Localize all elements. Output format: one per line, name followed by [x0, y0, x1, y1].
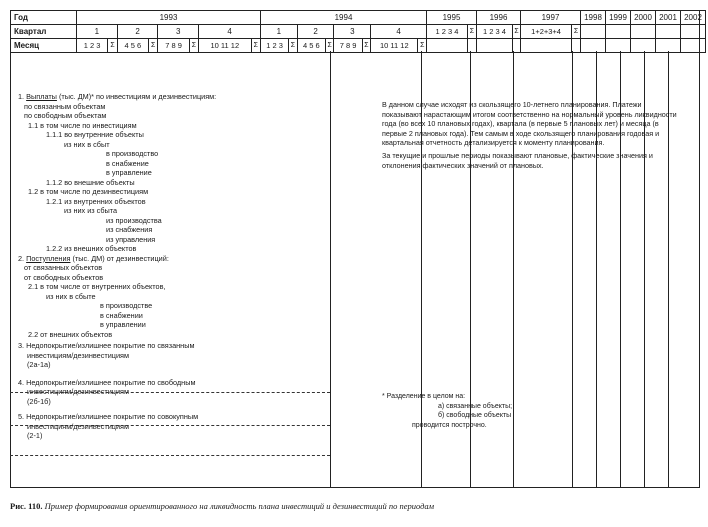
q4-1994: 4 [371, 25, 427, 39]
q4-1993: 4 [199, 25, 261, 39]
q3-1994: 3 [334, 25, 371, 39]
sigma-1995: Σ [467, 25, 476, 39]
sigma-q4-1993: Σ [251, 39, 260, 53]
quarters-1996: 1 2 3 4 [477, 25, 513, 39]
year-1997: 1997 [521, 11, 581, 25]
section-1-heading: 1. Выплаты (тыс. ДМ)* по инвестициям и дезинвестициям: [18, 92, 217, 101]
section-separator [10, 425, 330, 426]
footnote: * Разделение в целом на: а) связанные объекты; б) свободные объекты проводится построчно. [382, 393, 513, 429]
quarters-1995: 1 2 3 4 [427, 25, 468, 39]
year-2000: 2000 [631, 11, 656, 25]
year-label: Год [11, 11, 77, 25]
figure-title: Пример формирования ориентированного на ликвидность плана инвестиций и дезинвестиций по периодам [44, 501, 435, 511]
sigma-q2-1993: Σ [148, 39, 157, 53]
row-labels: 1. Выплаты (тыс. ДМ)* по инвестициям и дезинвестициям: по связанным объектам по свободным объектам 1.1 в том числе по инвестициям 1.1.1 во внутренние объекты из них в сбыт в производство в снабжение в управление 1.1.2 во внешние объекты 1.2 в том числе по дезинвестициям 1.2.1 из внутренних объектов из них из сбыта из производства из снабжения из управления 1.2.2 из внешних объектов 2. Поступления (тыс. ДМ) от дезинвестиций: от связанных объектов от свободных объектов 2.1 в том числе от внутренних объектов, из них в сбыте в производстве в снабжении в управлении 2.2 от внешних объектов 3. Недопокрытие/излишнее покрытие по связанным инвестициям/дезинвестициям (2а-1а) 4. Недопокрытие/излишнее покрытие по свободным инвестициям/дезинвестициям (2б-1б) 5. Недопокрытие/излишнее покрытие по совокупным инвестициям/дезинвестициям (2-1) [18, 92, 318, 441]
year-1998: 1998 [581, 11, 606, 25]
year-2001: 2001 [656, 11, 681, 25]
months-q3-1994: 7 8 9 [334, 39, 362, 53]
note-paragraph-2: За текущие и прошлые периоды показывают плановые, фактические значения и отклонения фактических значений от плановых. [382, 150, 653, 170]
figure-caption [10, 501, 434, 511]
months-q2-1994: 4 5 6 [297, 39, 325, 53]
sigma-q3-1994: Σ [362, 39, 371, 53]
q1-1994: 1 [261, 25, 298, 39]
sigma-q3-1993: Σ [189, 39, 198, 53]
q3-1993: 3 [158, 25, 199, 39]
sigma-q4-1994: Σ [418, 39, 427, 53]
q2-1994: 2 [297, 25, 334, 39]
q1-1993: 1 [77, 25, 118, 39]
year-1995: 1995 [427, 11, 477, 25]
sigma-1997: Σ [572, 25, 581, 39]
year-1993: 1993 [77, 11, 261, 25]
note-paragraph-1: В данном случае исходят из скользящего 10-летнего планирования. Платежи показывают нарастающим итогом соответственно на нормальный уровень ликвидности года (во всех 10 плановых годах), квартала (в первые 5 плановых лет) и месяца (в первые 2 плановых года). Тем самым в ходе скользящего планирования годовая и квартальная отчетность детализируется к моменту планирования. [382, 100, 677, 148]
sigma-1996: Σ [512, 25, 520, 39]
q2-1993: 2 [117, 25, 158, 39]
section-separator [10, 392, 330, 393]
sigma-q1-1993: Σ [108, 39, 117, 53]
sigma-q1-1994: Σ [289, 39, 298, 53]
year-1994: 1994 [261, 11, 427, 25]
quarter-label: Квартал [11, 25, 77, 39]
month-row [11, 39, 706, 53]
period-header-table [10, 10, 706, 53]
section-separator [10, 455, 330, 456]
months-q2-1993: 4 5 6 [117, 39, 148, 53]
months-q4-1993: 10 11 12 [199, 39, 251, 53]
months-q3-1993: 7 8 9 [158, 39, 189, 53]
months-q1-1993: 1 2 3 [77, 39, 108, 53]
explanatory-note [382, 100, 682, 173]
months-q4-1994: 10 11 12 [371, 39, 418, 53]
year-row [11, 11, 706, 25]
year-2002: 2002 [681, 11, 706, 25]
months-q1-1994: 1 2 3 [261, 39, 289, 53]
quarters-1997: 1+2+3+4 [521, 25, 572, 39]
column-divider [330, 51, 331, 488]
month-label: Месяц [11, 39, 77, 53]
year-1999: 1999 [606, 11, 631, 25]
figure-number: Рис. 110. [10, 501, 43, 511]
sigma-q2-1994: Σ [325, 39, 334, 53]
year-1996: 1996 [477, 11, 521, 25]
section-2-heading: 2. Поступления (тыс. ДМ) от дезинвестиций: [18, 253, 169, 263]
quarter-row [11, 25, 706, 39]
